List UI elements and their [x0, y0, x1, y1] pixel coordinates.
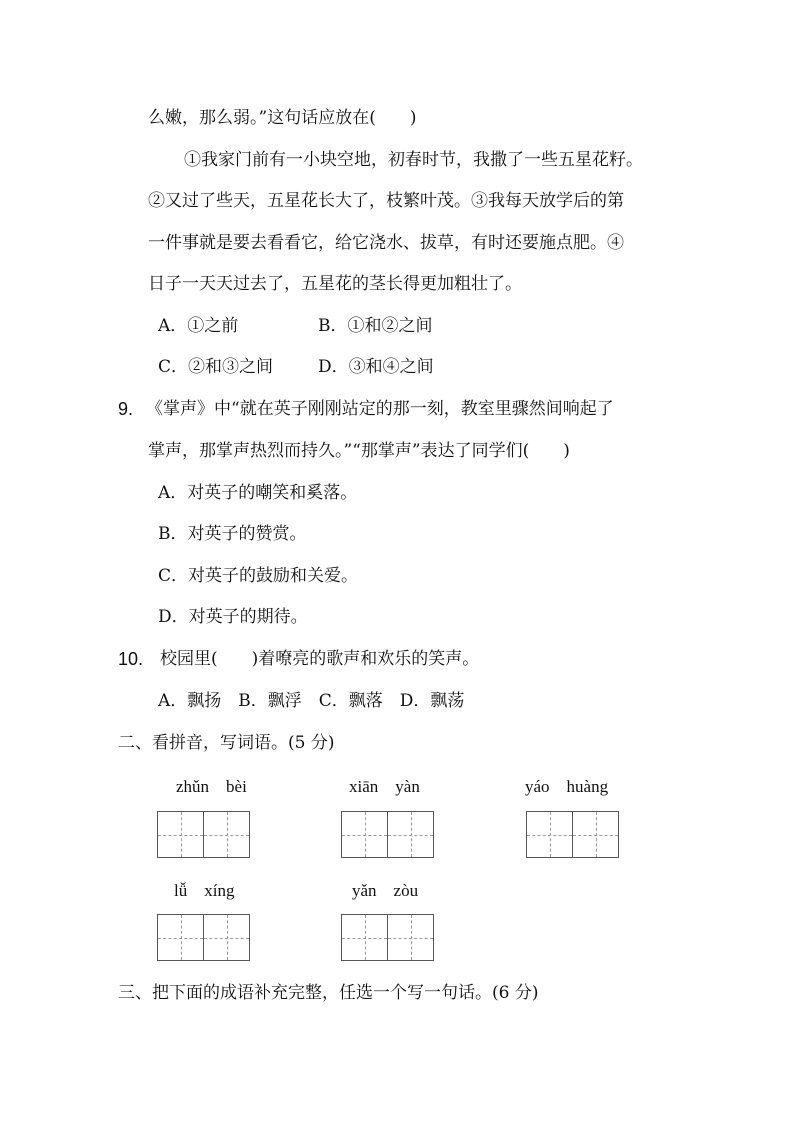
q9-option-a: A．对英子的嘲笑和奚落。 — [158, 483, 358, 503]
char-box[interactable] — [204, 915, 249, 960]
section2-title: 二、看拼音，写词语。(5 分) — [118, 733, 335, 753]
pinyin-yaohuang: yáo huàng — [525, 777, 609, 796]
char-box[interactable] — [342, 812, 388, 857]
pinyin-zhunbei: zhǔn bèi — [176, 777, 247, 796]
q10-number: 10. — [118, 649, 144, 669]
q8-option-c: C．②和③之间 — [158, 357, 274, 377]
q8-passage-line-3: 一件事就是要去看看它，给它浇水、拔草，有时还要施点肥。④ — [148, 233, 624, 253]
char-box[interactable] — [573, 812, 618, 857]
q8-passage-line-4: 日子一天天过去了，五星花的茎长得更加粗壮了。 — [148, 274, 522, 294]
q9-option-d: D．对英子的期待。 — [158, 607, 308, 627]
char-box[interactable] — [204, 812, 249, 857]
pinyin-yanzou: yǎn zòu — [352, 881, 419, 900]
pinyin-lvxing: lǚ xíng — [174, 881, 235, 900]
answer-grid-yanzou[interactable] — [341, 914, 434, 961]
answer-grid-xianyan[interactable] — [341, 811, 434, 858]
char-box[interactable] — [158, 812, 204, 857]
char-box[interactable] — [388, 915, 433, 960]
q8-option-d: D．③和④之间 — [318, 357, 434, 377]
char-box[interactable] — [158, 915, 204, 960]
q10-options: A．飘扬 B．飘浮 C．飘落 D．飘荡 — [158, 691, 465, 711]
q9-line-2: 掌声，那掌声热烈而持久。”“那掌声”表达了同学们( ) — [148, 441, 570, 461]
pinyin-xianyan: xiān yàn — [349, 777, 420, 796]
section3-title: 三、把下面的成语补充完整，任选一个写一句话。(6 分) — [118, 983, 539, 1003]
char-box[interactable] — [527, 812, 573, 857]
answer-grid-zhunbei[interactable] — [157, 811, 250, 858]
answer-grid-yaohuang[interactable] — [526, 811, 619, 858]
q8-option-b: B．①和②之间 — [318, 316, 433, 336]
q9-option-c: C．对英子的鼓励和关爱。 — [158, 566, 359, 586]
q9-number: 9. — [118, 399, 134, 419]
q9-line-1: 《掌声》中“就在英子刚刚站定的那一刻，教室里骤然间响起了 — [146, 399, 614, 419]
answer-grid-lvxing[interactable] — [157, 914, 250, 961]
q9-option-b: B．对英子的赞赏。 — [158, 524, 307, 544]
char-box[interactable] — [388, 812, 433, 857]
q10-text: 校园里( )着嘹亮的歌声和欢乐的笑声。 — [160, 649, 480, 669]
char-box[interactable] — [342, 915, 388, 960]
q8-passage-line-1: ①我家门前有一小块空地，初春时节，我撒了一些五星花籽。 — [184, 150, 643, 170]
q8-option-a: A．①之前 — [158, 316, 239, 336]
q8-passage-line-2: ②又过了些天，五星花长大了，枝繁叶茂。③我每天放学后的第 — [148, 191, 624, 211]
q8-tail: 么嫩，那么弱。”这句话应放在( ) — [148, 108, 417, 128]
